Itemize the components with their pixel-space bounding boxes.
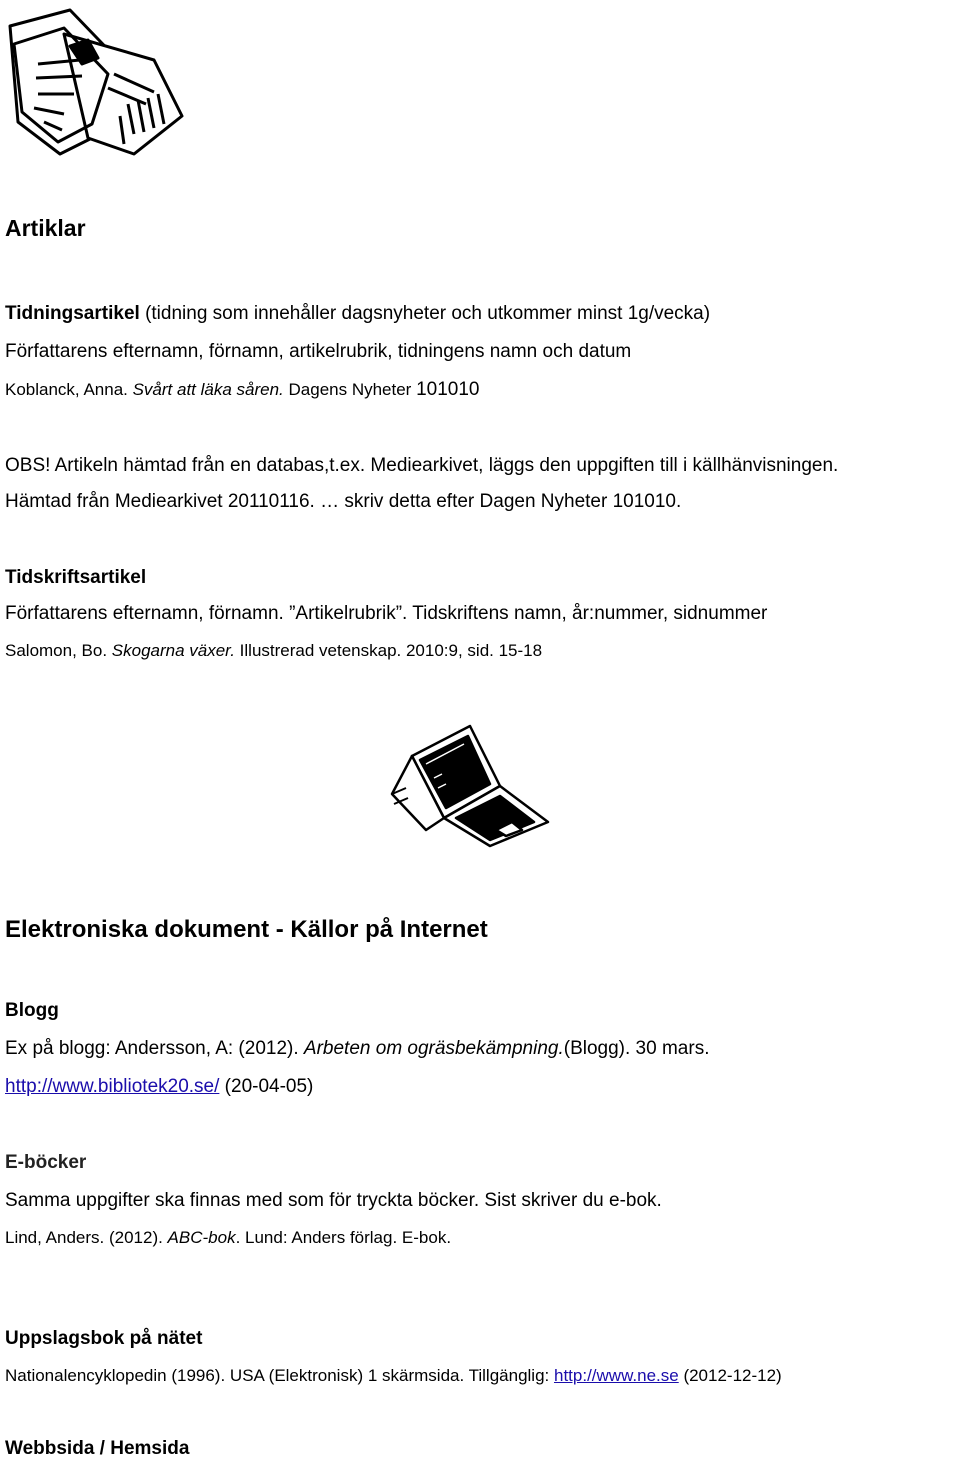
newspaper-article-line	[5, 303, 710, 325]
journal-ex-rest: Illustrerad vetenskap. 2010:9, sid. 15-18	[234, 641, 543, 660]
journal-article-title: Tidskriftsartikel	[5, 567, 147, 588]
journal-ex-author: Salomon, Bo.	[5, 641, 112, 660]
journal-example	[5, 641, 542, 661]
newspaper-icon	[4, 4, 184, 160]
blog-ex-title: Arbeten om ogräsbekämpning.	[303, 1038, 564, 1059]
newspaper-ex-title: Svårt att läka såren.	[132, 380, 284, 399]
blog-link-line	[5, 1076, 313, 1098]
articles-heading: Artiklar	[5, 215, 86, 241]
newspaper-note2: Hämtad från Mediearkivet 20110116. … skriv detta efter Dagen Nyheter 101010.	[5, 491, 682, 512]
blog-title: Blogg	[5, 1000, 59, 1021]
reference-ex-post: (2012-12-12)	[678, 1366, 782, 1385]
electronic-heading: Elektroniska dokument - Källor på Internet	[5, 916, 488, 943]
blog-example	[5, 1038, 709, 1060]
ebooks-ex-post: . Lund: Anders förlag. E-bok.	[235, 1228, 452, 1247]
ebooks-example	[5, 1228, 451, 1248]
reference-example	[5, 1366, 782, 1386]
laptop-icon	[386, 722, 552, 848]
reference-link[interactable]: http://www.ne.se	[553, 1366, 679, 1385]
journal-format: Författarens efternamn, förnamn. ”Artikelrubrik”. Tidskriftens namn, år:nummer, sidnummer	[5, 603, 768, 624]
journal-ex-title: Skogarna växer.	[111, 641, 235, 660]
newspaper-ex-date: 101010	[416, 379, 480, 400]
blog-ex-pre: Ex på blogg: Andersson, A: (2012).	[5, 1038, 304, 1059]
newspaper-ex-author: Koblanck, Anna.	[5, 380, 133, 399]
newspaper-note1: OBS! Artikeln hämtad från en databas,t.ex. Mediearkivet, läggs den uppgiften till i källhänvisningen.	[5, 455, 839, 476]
blog-link[interactable]: http://www.bibliotek20.se/	[5, 1076, 220, 1097]
newspaper-ex-source: Dagens Nyheter	[283, 380, 417, 399]
reference-ex-pre: Nationalencyklopedin (1996). USA (Elektronisk) 1 skärmsida. Tillgänglig:	[5, 1366, 554, 1385]
newspaper-format: Författarens efternamn, förnamn, artikelrubrik, tidningens namn och datum	[5, 341, 632, 362]
ebooks-ex-title: ABC-bok	[167, 1228, 236, 1247]
blog-ex-post: (Blogg). 30 mars.	[563, 1038, 710, 1059]
newspaper-article-title: Tidningsartikel	[5, 303, 140, 324]
newspaper-example	[5, 379, 479, 401]
ebooks-ex-pre: Lind, Anders. (2012).	[5, 1228, 168, 1247]
ebooks-title: E-böcker	[5, 1152, 87, 1173]
website-title: Webbsida / Hemsida	[5, 1438, 190, 1459]
newspaper-article-desc: (tidning som innehåller dagsnyheter och utkommer minst 1g/vecka)	[139, 303, 711, 324]
reference-title: Uppslagsbok på nätet	[5, 1328, 203, 1349]
blog-link-date: (20-04-05)	[219, 1076, 314, 1097]
ebooks-desc: Samma uppgifter ska finnas med som för tryckta böcker. Sist skriver du e-bok.	[5, 1190, 662, 1211]
